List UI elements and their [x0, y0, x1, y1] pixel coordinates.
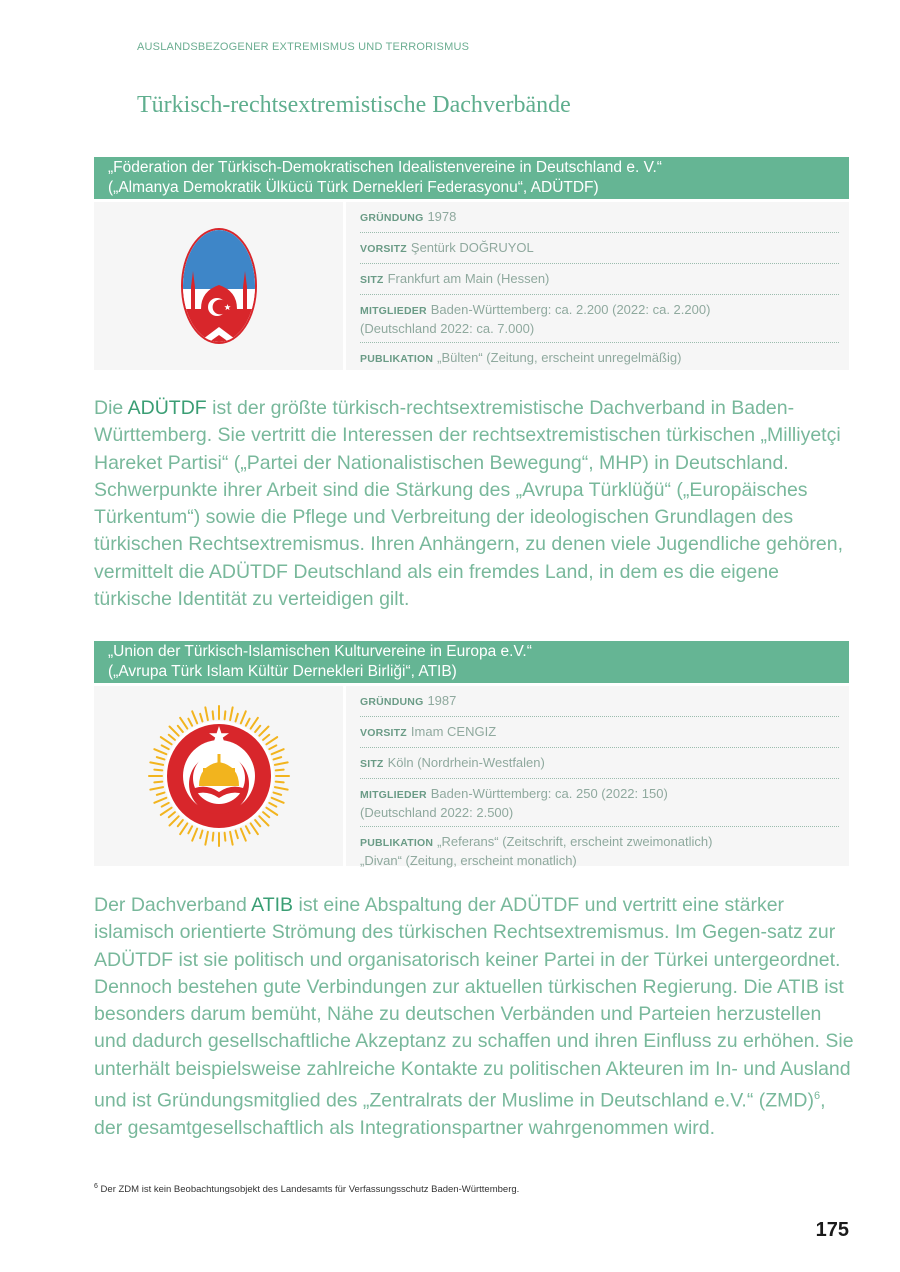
- sun-ray: [263, 812, 269, 817]
- sun-ray: [161, 745, 168, 749]
- fact-label: MITGLIEDER: [360, 305, 427, 317]
- sun-ray: [212, 833, 213, 841]
- para-text: ist der größte türkisch-rechtsextremistische Dachverband in Baden-Württemberg. Sie vertritt die Interessen der rechtsextremistischen türkischen „Milliyetçi Hareket Partisi“ („Partei der Nationalistischen Bewegung“, MHP) in Deutschland. Schwerpunkte ihrer Arbeit sind die Stärkung des „Avrupa Türklüğü“ („Europäisches Türkentum“) sowie die Pflege und Verbreitung der ideologischen Grundlagen des türkischen Rechtsextremismus. Ihren Anhängern, zu denen viele Jugendliche gehören, vermittelt die ADÜTDF Deutschland als ein fremdes Land, in dem es die eigene türkische Identität zu verteidigen gilt.: [94, 397, 844, 611]
- footnote-text: Der ZDM ist kein Beobachtungsobjekt des Landesamts für Verfassungsschutz Baden-Württemberg.: [97, 1184, 520, 1196]
- adutdf-logo-icon: [179, 227, 259, 345]
- sun-ray: [150, 787, 163, 790]
- sun-ray: [230, 832, 233, 845]
- sun-ray: [273, 757, 281, 759]
- sun-ray: [200, 831, 202, 839]
- para-text: , der gesamtgesellschaftlich als Integrationspartner wahrgenommen wird.: [94, 1089, 826, 1139]
- sun-ray: [269, 745, 276, 749]
- paragraph-atib: [94, 892, 854, 1142]
- fact-label: PUBLIKATION: [360, 353, 434, 365]
- org-name-tr: („Almanya Demokratik Ülkücü Türk Dernekleri Federasyonu“, ADÜTDF): [108, 178, 599, 196]
- sun-ray: [180, 823, 187, 834]
- sun-ray: [266, 808, 277, 815]
- sun-ray: [273, 793, 281, 795]
- fact-mitglieder: [360, 779, 839, 827]
- sun-ray: [235, 714, 237, 722]
- para-text: ist eine Abspaltung der ADÜTDF und vertritt eine stärker islamisch orientierte Strömung des türkischen Rechtsextremismus. Im Gegen-satz zur ADÜTDF ist sie politisch und organisatorisch keiner Partei in der Türkei untergeordnet. Dennoch bestehen gute Verbindungen zur aktuellen türkischen Regierung. Die ATIB ist besonders darum bemüht, Nähe zu deutschen Verbänden und Parteien herzustellen und dadurch gesellschaftliche Akzeptanz zu schaffen und ihren Einfluss zu erhöhen. Sie unterhält beispielsweise zahlreiche Kontakte zu politischen Akteuren im In- und Ausland und ist Gründungsmitglied des „Zentralrats der Muslime in Deutschland e.V.“ (ZMD): [94, 894, 854, 1112]
- fact-publikation: [360, 343, 839, 373]
- sun-ray: [168, 812, 174, 817]
- sun-ray: [188, 719, 192, 726]
- fact-vorsitz: [360, 233, 839, 264]
- sun-ray: [245, 826, 249, 833]
- sun-ray: [177, 726, 182, 732]
- sun-ray: [192, 711, 197, 723]
- footnote-number: 6: [94, 1183, 98, 1190]
- org-header: [94, 157, 849, 199]
- sun-ray: [156, 793, 164, 795]
- para-text: Die: [94, 397, 128, 419]
- fact-value: Şentürk DOĞRUYOL: [410, 240, 534, 255]
- fact-value: (Deutschland 2022: 2.500): [360, 805, 514, 820]
- fact-mitglieder: [360, 295, 839, 343]
- fact-value: Imam CENGIZ: [410, 724, 497, 739]
- para-highlight: ATIB: [251, 894, 294, 916]
- fact-value: „Referans“ (Zeitschrift, erscheint zweimonatlich): [437, 834, 713, 849]
- fact-sitz: [360, 748, 839, 779]
- sun-ray: [205, 832, 208, 845]
- sun-ray: [168, 735, 174, 740]
- sun-ray: [180, 718, 187, 729]
- sun-ray: [192, 829, 197, 841]
- fact-sitz: [360, 264, 839, 295]
- sun-ray: [240, 711, 245, 723]
- sun-ray: [212, 711, 213, 719]
- sun-ray: [224, 833, 225, 841]
- sun-ray: [205, 707, 208, 720]
- sun-ray: [263, 735, 269, 740]
- org-header: [94, 641, 849, 683]
- sun-ray: [255, 820, 260, 826]
- page-number: 175: [815, 1219, 849, 1241]
- fact-value: „Bülten“ (Zeitung, erscheint unregelmäßig): [437, 350, 682, 365]
- logo-cell: [94, 202, 343, 370]
- fact-value: Baden-Württemberg: ca. 2.200 (2022: ca. 2.200): [430, 302, 711, 317]
- sun-ray: [269, 803, 276, 807]
- sun-ray: [245, 719, 249, 726]
- sun-ray: [274, 787, 287, 790]
- sun-ray: [154, 770, 162, 771]
- sun-ray: [271, 749, 283, 754]
- para-highlight: ADÜTDF: [127, 397, 207, 419]
- org-box-adutdf: [94, 157, 849, 370]
- sun-ray: [154, 782, 162, 783]
- sun-ray: [200, 714, 202, 722]
- fact-value: 1978: [427, 209, 457, 224]
- org-facts: [346, 686, 849, 866]
- sun-ray: [169, 727, 178, 736]
- org-name-tr: („Avrupa Türk Islam Kültür Dernekleri Birliği“, ATIB): [108, 662, 457, 680]
- fact-gruendung: [360, 202, 839, 233]
- sun-ray: [230, 707, 233, 720]
- fact-label: SITZ: [360, 758, 384, 770]
- org-facts: [346, 202, 849, 370]
- sun-ray: [235, 831, 237, 839]
- sun-ray: [266, 737, 277, 744]
- org-box-atib: [94, 641, 849, 866]
- fact-gruendung: [360, 686, 839, 717]
- section-title: Türkisch-rechtsextremistische Dachverbände: [137, 92, 571, 118]
- fact-label: VORSITZ: [360, 243, 407, 255]
- sun-ray: [188, 826, 192, 833]
- org-name-de: „Föderation der Türkisch-Demokratischen Idealistenvereine in Deutschland e. V.“: [108, 158, 662, 176]
- fact-value: (Deutschland 2022: ca. 7.000): [360, 321, 535, 336]
- logo-cell: [94, 686, 343, 866]
- sun-ray: [161, 803, 168, 807]
- fact-label: VORSITZ: [360, 727, 407, 739]
- sun-ray: [271, 798, 283, 803]
- fact-value: Köln (Nordrhein-Westfalen): [387, 755, 545, 770]
- sun-ray: [156, 757, 164, 759]
- para-text: Der Dachverband: [94, 894, 252, 916]
- footnote: [94, 1183, 519, 1195]
- fact-vorsitz: [360, 717, 839, 748]
- fact-value: „Divan“ (Zeitung, erscheint monatlich): [360, 853, 577, 868]
- atib-logo-icon: [147, 704, 291, 848]
- fact-label: GRÜNDUNG: [360, 696, 424, 708]
- fact-value: 1987: [427, 693, 457, 708]
- sun-ray: [250, 823, 257, 834]
- sun-ray: [169, 816, 178, 825]
- fact-label: MITGLIEDER: [360, 789, 427, 801]
- org-name-de: „Union der Türkisch-Islamischen Kulturvereine in Europa e.V.“: [108, 642, 532, 660]
- sun-ray: [154, 798, 166, 803]
- sun-ray: [255, 726, 260, 732]
- fact-publikation: [360, 827, 839, 874]
- fact-label: PUBLIKATION: [360, 837, 434, 849]
- sun-ray: [275, 770, 283, 771]
- fact-label: GRÜNDUNG: [360, 212, 424, 224]
- fact-label: SITZ: [360, 274, 384, 286]
- sun-ray: [259, 727, 268, 736]
- sun-ray: [275, 782, 283, 783]
- sun-ray: [177, 820, 182, 826]
- footnote-ref: 6: [814, 1090, 821, 1103]
- fact-value: Baden-Württemberg: ca. 250 (2022: 150): [430, 786, 668, 801]
- sun-ray: [274, 762, 287, 765]
- sun-ray: [150, 762, 163, 765]
- sun-ray: [259, 816, 268, 825]
- sun-ray: [250, 718, 257, 729]
- sun-ray: [224, 711, 225, 719]
- sun-ray: [240, 829, 245, 841]
- sun-ray: [160, 737, 171, 744]
- running-head: AUSLANDSBEZOGENER EXTREMISMUS UND TERRORISMUS: [137, 41, 470, 53]
- paragraph-adutdf: [94, 395, 854, 613]
- sun-ray: [160, 808, 171, 815]
- fact-value: Frankfurt am Main (Hessen): [387, 271, 550, 286]
- sun-ray: [154, 749, 166, 754]
